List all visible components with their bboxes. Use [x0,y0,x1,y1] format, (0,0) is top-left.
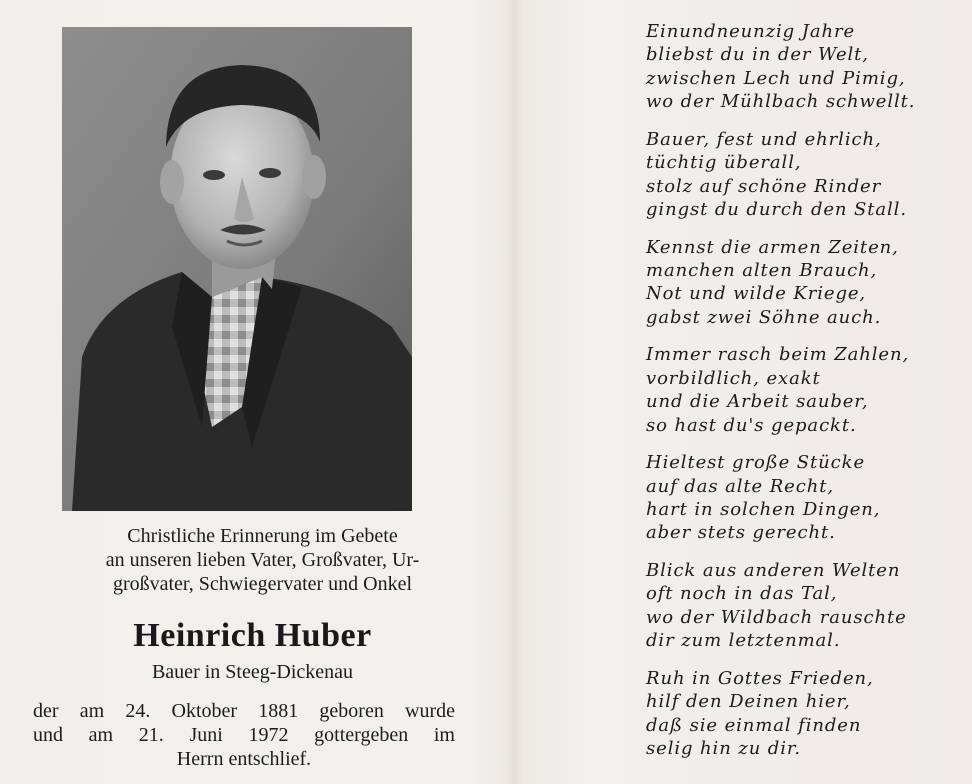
poem-line: auf das alte Recht, [646,475,834,497]
caption-line-1: Christliche Erinnerung im Gebete [127,525,398,547]
poem-line: wo der Mühlbach schwellt. [646,91,916,113]
occupation: Bauer in Steeg-Dickenau [151,661,354,683]
poem-stanza-6 [646,559,946,653]
poem-line: aber stets gerecht. [646,522,836,544]
poem-line: hilf den Deinen hier, [646,691,851,713]
caption-line-3: großvater, Schwiegervater und Onkel [112,573,413,595]
dates-line-2: und am 21. Juni 1972 gottergeben im [33,724,455,746]
poem-line: Not und wilde Kriege, [646,283,867,305]
portrait-photo [62,27,412,511]
poem-line: zwischen Lech und Pimig, [646,67,906,89]
poem-stanza-7 [646,667,946,761]
poem-line: oft noch in das Tal, [646,583,838,605]
poem-stanza-5 [646,451,946,545]
poem-line: dir zum letztenmal. [646,630,841,652]
poem-stanza-2 [646,128,946,222]
poem-line: manchen alten Brauch, [646,260,878,282]
poem-line: gabst zwei Söhne auch. [646,306,882,328]
poem-line: hart in solchen Dingen, [646,499,881,521]
poem-line: und die Arbeit sauber, [646,391,869,413]
poem-stanza-3 [646,236,946,330]
poem-line: Blick aus anderen Welten [646,560,901,582]
poem-stanza-4 [646,343,946,437]
poem-line: Ruh in Gottes Frieden, [646,667,874,689]
poem-line: selig hin zu dir. [646,738,802,760]
poem-line: so hast du's gepackt. [646,414,857,436]
deceased-name: Heinrich Huber [133,617,372,654]
poem-line: stolz auf schöne Rinder [646,175,882,197]
poem-stanza-1 [646,20,946,114]
poem-line: bliebst du in der Welt, [646,44,869,66]
poem-line: Immer rasch beim Zahlen, [646,344,910,366]
poem-line: wo der Wildbach rauschte [646,606,907,628]
poem-line: daß sie einmal finden [646,714,862,736]
poem-line: tüchtig überall, [646,152,802,174]
poem-line: gingst du durch den Stall. [646,199,907,221]
poem [646,20,946,775]
poem-line: Einundneunzig Jahre [646,21,856,42]
caption-line-2: an unseren lieben Vater, Großvater, Ur- [105,549,420,571]
poem-line: Hieltest große Stücke [646,452,866,474]
poem-line: Kennst die armen Zeiten, [646,236,899,258]
poem-line: vorbildlich, exakt [646,367,821,389]
card-fold [505,0,523,784]
dates-line-1: der am 24. Oktober 1881 geboren wurde [33,700,455,722]
poem-line: Bauer, fest und ehrlich, [646,128,882,150]
dates-line-3: Herrn entschlief. [176,748,312,770]
